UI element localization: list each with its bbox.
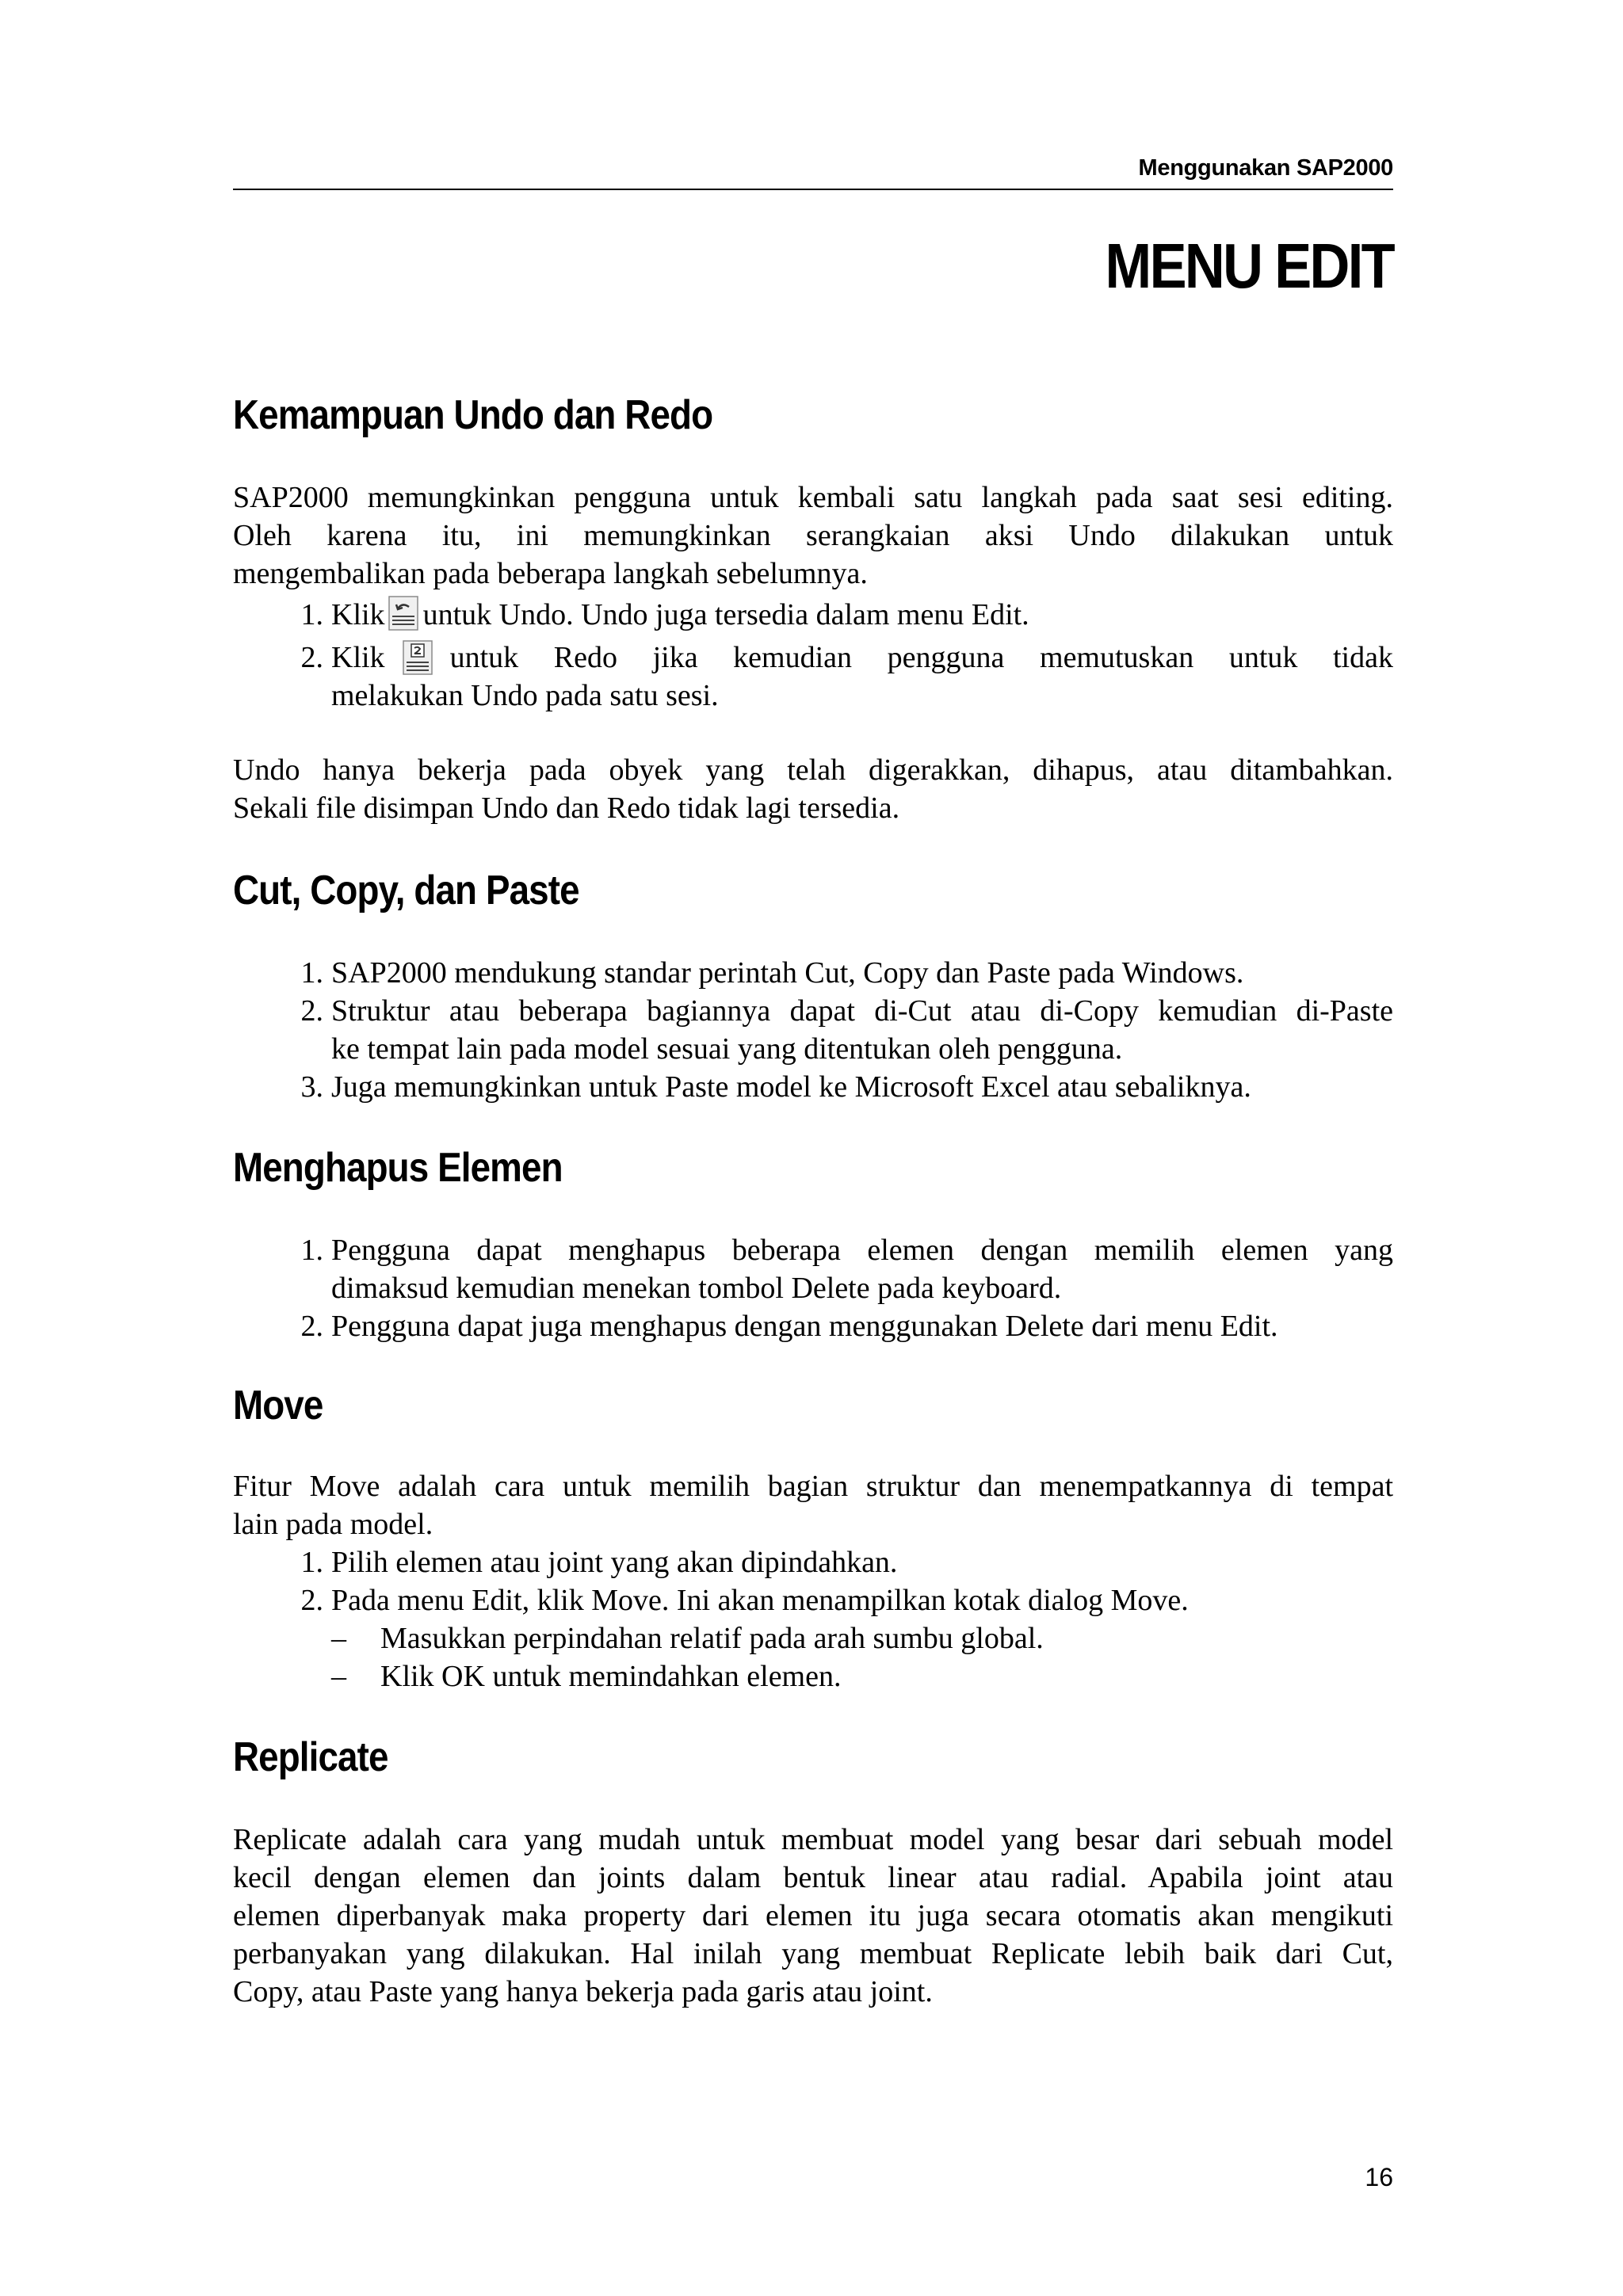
text-line: Pilih elemen atau joint yang akan dipindahkan. [331,1546,898,1579]
text-line: SAP2000 mendukung standar perintah Cut, Copy dan Paste pada Windows. [331,956,1244,990]
list-number: 1. [300,598,323,631]
text-line: Undo hanya bekerja pada obyek yang telah digerakkan, dihapus, atau ditambahkan. [233,753,1393,787]
move-intro [233,1467,1393,1543]
chapter-title: MENU EDIT [1105,231,1393,301]
item-text: Klik [331,598,385,631]
undo-redo-intro [233,479,1393,593]
list-item [233,954,1393,992]
section-title-delete: Menghapus Elemen [233,1145,563,1191]
header-rule [233,189,1393,190]
text-line: perbanyakan yang dilakukan. Hal inilah yang membuat Replicate lebih baik dari Cut, [233,1937,1393,1970]
text-line: Pengguna dapat juga menghapus dengan menggunakan Delete dari menu Edit. [331,1310,1278,1343]
undo-redo-note [233,751,1393,827]
sub-list-item [331,1619,1393,1657]
undo-redo-steps [233,596,1393,715]
replicate-paragraph [233,1821,1393,2011]
move-steps [233,1543,1393,1695]
list-number: 2. [300,994,323,1028]
text-line: melakukan Undo pada satu sesi. [331,679,719,712]
text-line: Juga memungkinkan untuk Paste model ke Microsoft Excel atau sebaliknya. [331,1070,1251,1104]
document-page [233,0,1393,2296]
text-line: dimaksud kemudian menekan tombol Delete pada keyboard. [331,1272,1062,1305]
text-line: elemen diperbanyak maka property dari elemen itu juga secara otomatis akan mengikuti [233,1899,1393,1932]
text-line: Copy, atau Paste yang hanya bekerja pada garis atau joint. [233,1975,933,2008]
section-title-undo-redo: Kemampuan Undo dan Redo [233,392,713,438]
section-title-cut-copy-paste: Cut, Copy, dan Paste [233,868,579,913]
text-line: kecil dengan elemen dan joints dalam bentuk linear atau radial. Apabila joint atau [233,1861,1393,1894]
text-line [331,639,1393,677]
dash-bullet: – [331,1660,346,1693]
text-line: ke tempat lain pada model sesuai yang ditentukan oleh pengguna. [331,1032,1123,1066]
list-number: 3. [300,1070,323,1104]
list-number: 1. [300,1234,323,1267]
list-item [233,1307,1393,1345]
list-item [233,596,1393,634]
sub-list-item [331,1657,1393,1695]
running-header: Menggunakan SAP2000 [1138,155,1393,181]
text-line: Oleh karena itu, ini memungkinkan serangkaian aksi Undo dilakukan untuk [233,519,1393,552]
text-line: lain pada model. [233,1508,433,1541]
text-line: Struktur atau beberapa bagiannya dapat di-Cut atau di-Copy kemudian di-Paste [331,994,1393,1028]
redo-icon[interactable] [403,640,433,675]
item-text: Klik [331,641,385,674]
text-line: Pengguna dapat menghapus beberapa elemen dengan memilih elemen yang [331,1234,1393,1267]
section-title-move: Move [233,1383,323,1428]
text-line: Masukkan perpindahan relatif pada arah sumbu global. [380,1622,1044,1655]
list-number: 1. [300,956,323,990]
list-item [233,639,1393,715]
list-item [233,1068,1393,1106]
item-text: untuk Undo. Undo juga tersedia dalam menu Edit. [422,598,1029,631]
undo-icon[interactable] [388,596,418,631]
section-title-replicate: Replicate [233,1734,388,1780]
list-number: 2. [300,1310,323,1343]
text-line: Sekali file disimpan Undo dan Redo tidak lagi tersedia. [233,791,900,825]
list-item [233,1581,1393,1695]
delete-list [233,1231,1393,1345]
item-text: untuk Redo jika kemudian pengguna memutuskan untuk tidak [449,641,1393,674]
list-number: 2. [300,641,323,674]
cut-copy-paste-list [233,954,1393,1106]
page-number: 16 [1365,2163,1393,2191]
dash-bullet: – [331,1622,346,1655]
text-line: Fitur Move adalah cara untuk memilih bagian struktur dan menempatkannya di tempat [233,1470,1393,1503]
text-line: mengembalikan pada beberapa langkah sebelumnya. [233,557,868,590]
move-sub-list [331,1619,1393,1695]
text-line: Klik OK untuk memindahkan elemen. [380,1660,842,1693]
text-line: Pada menu Edit, klik Move. Ini akan menampilkan kotak dialog Move. [331,1584,1189,1617]
text-line: Replicate adalah cara yang mudah untuk membuat model yang besar dari sebuah model [233,1823,1393,1856]
list-item [233,992,1393,1068]
list-number: 1. [300,1546,323,1579]
text-line: SAP2000 memungkinkan pengguna untuk kembali satu langkah pada saat sesi editing. [233,481,1393,514]
list-item [233,1543,1393,1581]
list-item [233,1231,1393,1307]
list-number: 2. [300,1584,323,1617]
